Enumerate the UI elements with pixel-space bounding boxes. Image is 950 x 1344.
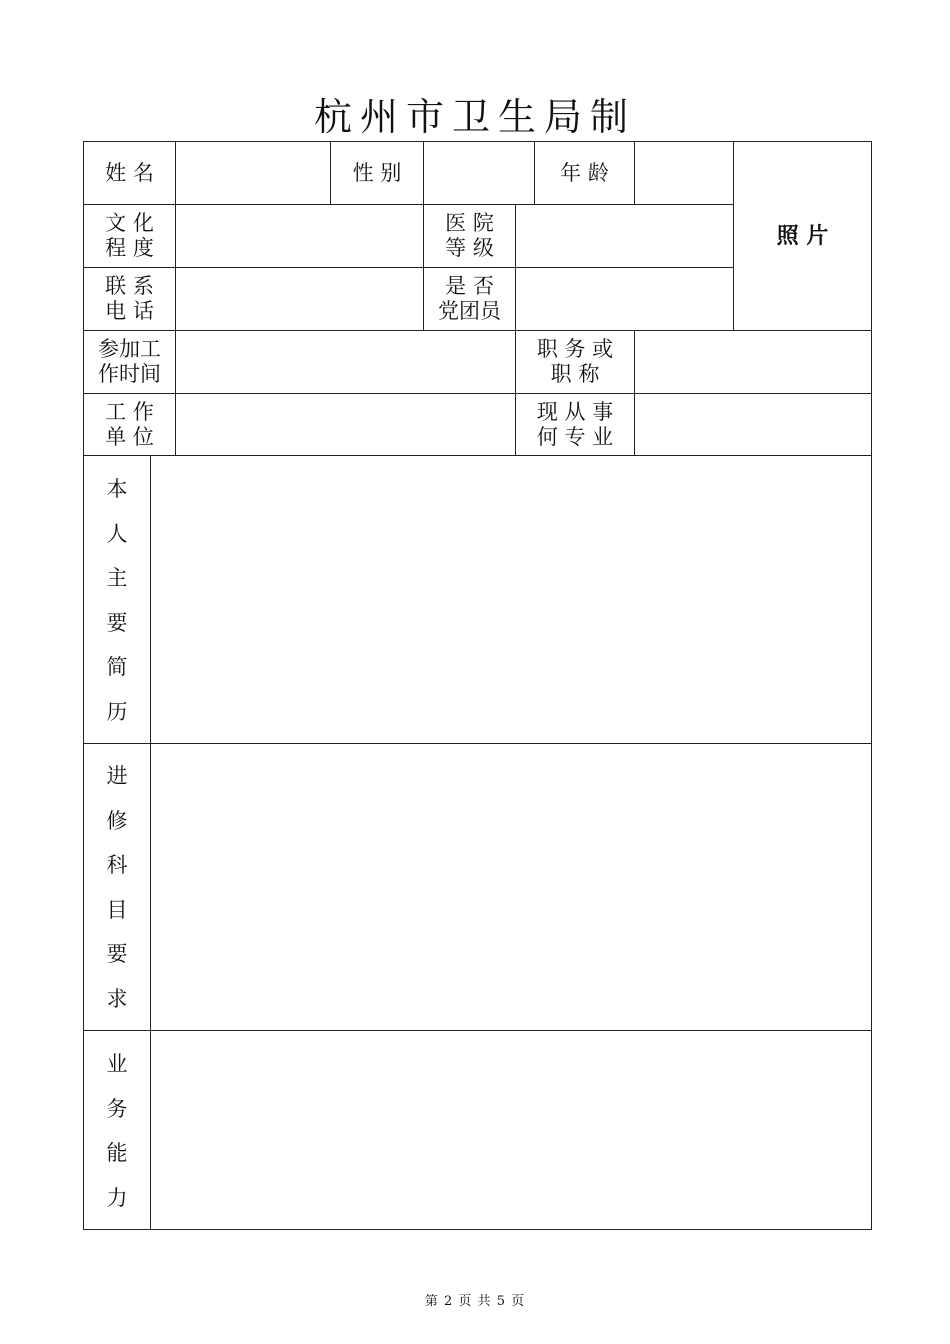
resume-label [84,467,150,734]
professional-ability-field[interactable] [151,1031,871,1229]
education-label-line1: 文 化 [105,211,154,235]
hospital-level-label-line2: 等 级 [445,236,494,260]
party-member-label-line1: 是 否 [445,274,494,298]
position-title-label-line1: 职 务 或 [536,337,614,361]
hospital-level-field[interactable] [516,205,733,267]
name-field[interactable] [176,142,330,204]
position-title-label-line2: 职 称 [550,362,600,386]
resume-label-char: 本 [106,477,128,501]
resume-label-char: 主 [106,566,128,590]
photo-box[interactable]: 照 片 [776,222,829,249]
study-label-char: 修 [106,808,128,833]
work-unit-label [84,394,175,455]
resume-label-char: 简 [106,655,128,679]
work-unit-label-line1: 工 作 [105,399,154,424]
position-title-label [516,331,634,393]
resume-label-char: 要 [106,610,128,635]
specialty-field[interactable] [635,394,871,455]
border-bottom [83,1229,872,1230]
border-right [871,141,872,1230]
party-member-label-line2: 党团员 [438,299,501,323]
age-label: 年 龄 [560,160,609,185]
study-label-char: 科 [106,853,128,877]
hospital-level-label [424,205,515,267]
gender-label: 性 别 [352,160,402,185]
education-label [84,205,175,267]
hospital-level-label-line1: 医 院 [445,211,494,235]
document-title: 杭州市卫生局制 [313,95,636,139]
specialty-label [516,394,634,455]
education-label-line2: 程 度 [105,236,154,260]
study-label-char: 进 [106,764,128,788]
study-label-char: 目 [106,897,128,922]
specialty-label-line2: 何 专 业 [536,424,614,449]
work-start-label [84,331,175,393]
phone-label-line2: 电 话 [105,299,154,323]
ability-label-char: 业 [106,1052,128,1076]
professional-ability-label [84,1042,150,1220]
work-unit-field[interactable] [176,394,515,455]
phone-label [84,268,175,330]
ability-label-char: 务 [106,1096,128,1121]
education-field[interactable] [176,205,423,267]
age-field[interactable] [635,142,733,204]
page-number: 第 2 页 共 5 页 [424,1294,526,1309]
resume-field[interactable] [151,456,871,743]
party-member-field[interactable] [516,268,733,330]
ability-label-char: 力 [106,1185,128,1210]
work-start-label-line2: 作时间 [98,362,161,386]
study-label-char: 求 [106,986,128,1011]
study-requirements-label [84,754,150,1021]
specialty-label-line1: 现 从 事 [536,399,614,424]
resume-label-char: 历 [106,699,128,724]
study-requirements-field[interactable] [151,744,871,1030]
resume-label-char: 人 [106,521,128,546]
phone-label-line1: 联 系 [105,274,154,298]
position-title-field[interactable] [635,331,871,393]
ability-label-char: 能 [106,1141,128,1165]
study-label-char: 要 [106,942,128,966]
phone-field[interactable] [176,268,423,330]
work-start-field[interactable] [176,331,515,393]
party-member-label [424,268,515,330]
work-unit-label-line2: 单 位 [105,424,154,449]
name-label: 姓 名 [105,160,154,185]
gender-field[interactable] [424,142,534,204]
work-start-label-line1: 参加工 [98,337,161,361]
